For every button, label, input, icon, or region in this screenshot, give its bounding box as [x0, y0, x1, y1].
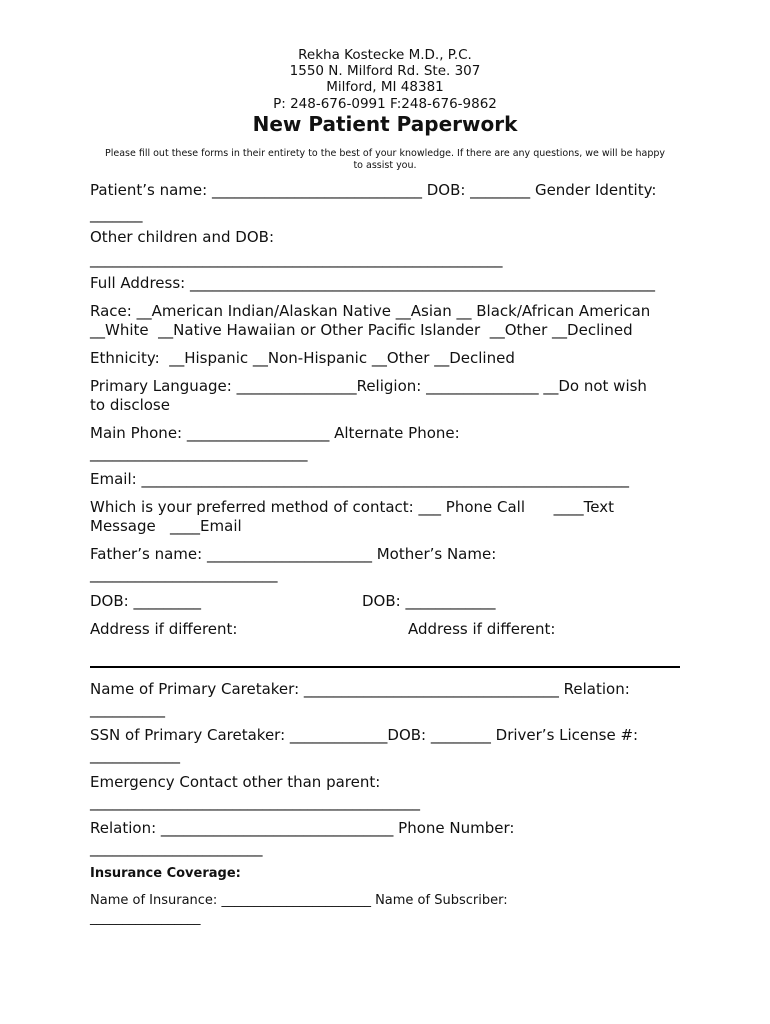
alternate-phone-field[interactable]: _____________________________ — [90, 444, 308, 462]
contact-method-line2[interactable]: Message ____Email — [90, 517, 242, 535]
parents-name-field[interactable]: Father’s name: ______________________ Mother’s Name: — [90, 545, 497, 563]
full-address-field[interactable]: Full Address: ______________________________________________________________ — [90, 274, 655, 292]
race-options-line2[interactable]: __White __Native Hawaiian or Other Pacific Islander __Other __Declined — [90, 321, 633, 339]
insurance-heading: Insurance Coverage: — [90, 866, 241, 881]
practice-address-line2: Milford, MI 48381 — [326, 79, 444, 95]
caretaker-ssn-field[interactable]: SSN of Primary Caretaker: _____________DOB: ________ Driver’s License #: — [90, 726, 639, 744]
drivers-license-field[interactable]: ____________ — [90, 746, 180, 764]
other-children-label: Other children and DOB: — [90, 228, 274, 246]
mother-dob-field[interactable]: DOB: ____________ — [362, 592, 496, 610]
race-options-line1[interactable]: Race: __American Indian/Alaskan Native __Asian __ Black/African American — [90, 302, 651, 320]
phone-field[interactable]: Main Phone: ___________________ Alternate Phone: — [90, 424, 460, 442]
father-address-label: Address if different: — [90, 620, 238, 638]
form-instructions: Please fill out these forms in their entirety to the best of your knowledge. If there are any questions, we will be happy to assist you. — [104, 148, 665, 171]
do-not-disclose-label: to disclose — [90, 396, 170, 414]
section-divider — [90, 666, 680, 668]
patient-name-field[interactable]: Patient’s name: ____________________________ DOB: ________ Gender Identity: — [90, 181, 657, 199]
caretaker-relation-field[interactable]: __________ — [90, 700, 165, 718]
emergency-relation-field[interactable]: Relation: _______________________________ Phone Number: — [90, 819, 515, 837]
gender-identity-field[interactable]: _______ — [90, 205, 143, 223]
other-children-field[interactable]: _______________________________________________________ — [90, 250, 503, 268]
contact-method-line1[interactable]: Which is your preferred method of contact: ___ Phone Call ____Text — [90, 498, 614, 516]
mother-name-field[interactable]: _________________________ — [90, 565, 278, 583]
page-title: New Patient Paperwork — [252, 112, 518, 136]
practice-name: Rekha Kostecke M.D., P.C. — [298, 47, 472, 63]
emergency-contact-field[interactable]: ____________________________________________ — [90, 793, 420, 811]
practice-address-line1: 1550 N. Milford Rd. Ste. 307 — [289, 63, 481, 79]
emergency-contact-label: Emergency Contact other than parent: — [90, 773, 381, 791]
email-field[interactable]: Email: _________________________________________________________________ — [90, 470, 629, 488]
mother-address-label: Address if different: — [408, 620, 556, 638]
emergency-phone-field[interactable]: _______________________ — [90, 839, 263, 857]
caretaker-name-field[interactable]: Name of Primary Caretaker: __________________________________ Relation: — [90, 680, 630, 698]
father-dob-field[interactable]: DOB: _________ — [90, 592, 201, 610]
language-religion-field[interactable]: Primary Language: ________________Religion: _______________ __Do not wish — [90, 377, 647, 395]
practice-phone-fax: P: 248-676-0991 F:248-676-9862 — [273, 96, 497, 112]
subscriber-name-field[interactable]: _________________ — [90, 911, 201, 926]
insurance-name-field[interactable]: Name of Insurance: _______________________ Name of Subscriber: — [90, 893, 508, 908]
ethnicity-options[interactable]: Ethnicity: __Hispanic __Non-Hispanic __Other __Declined — [90, 349, 515, 367]
